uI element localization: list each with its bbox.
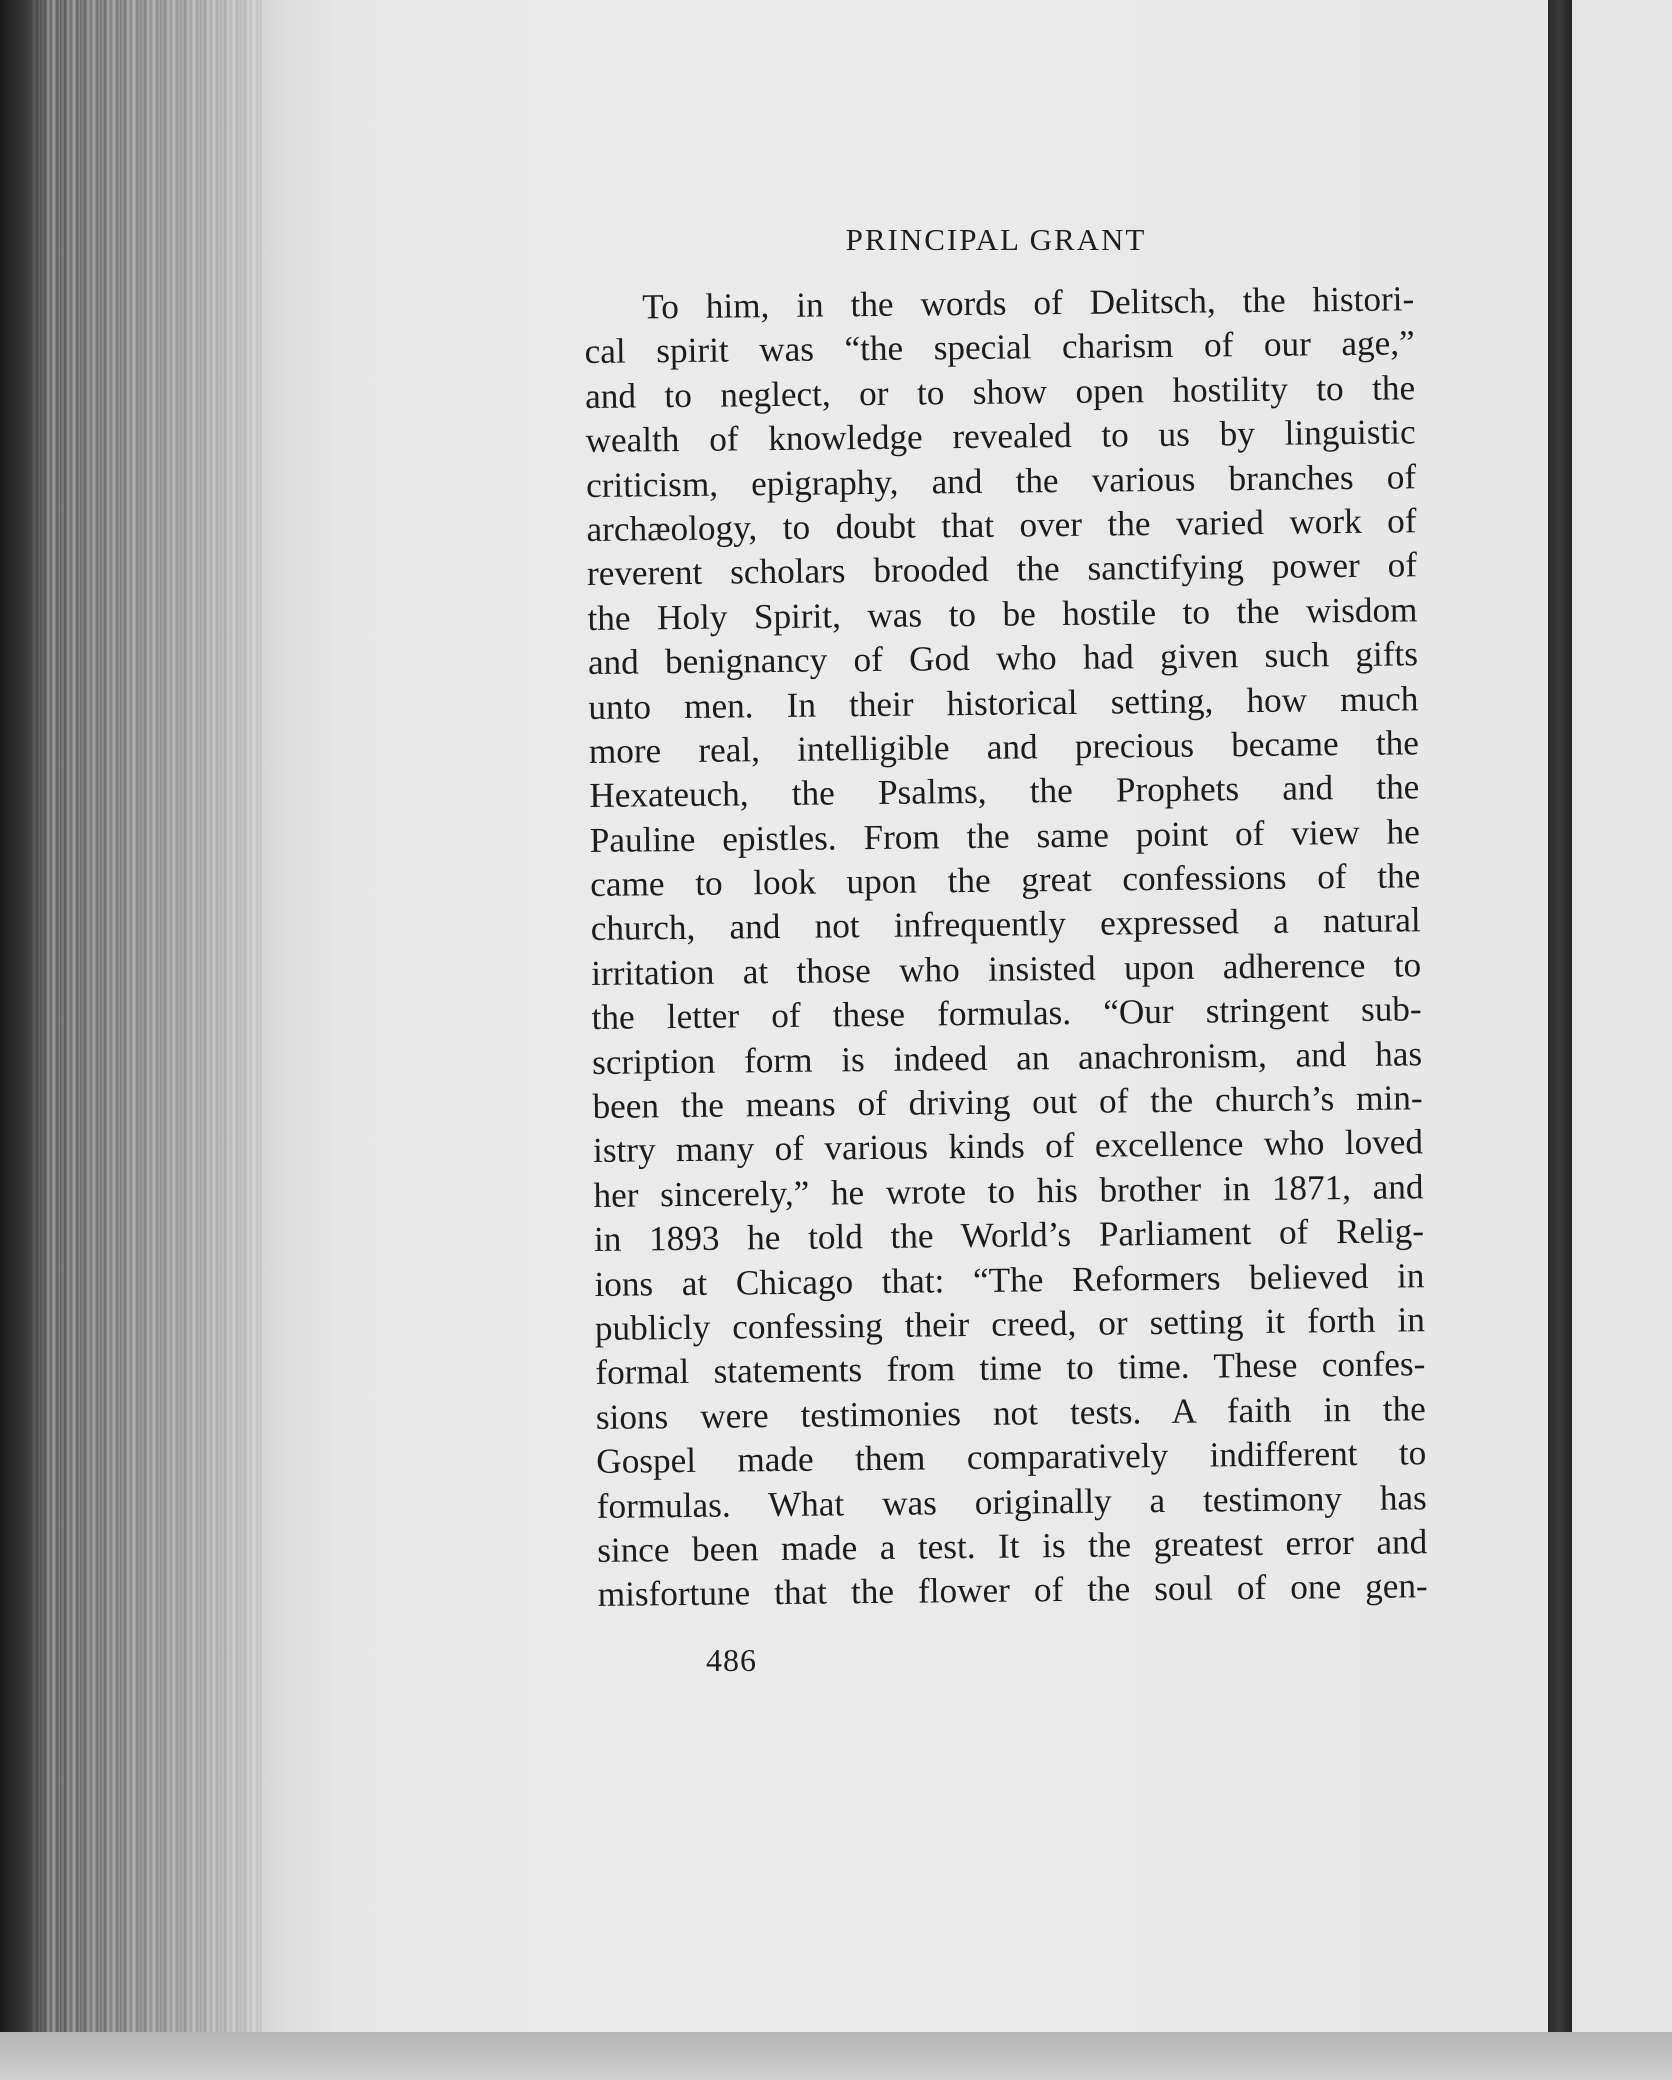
text-line: since been made a test. It is the greatest error and <box>597 1522 1428 1570</box>
text-line: scription form is indeed an anachronism, and has <box>591 1033 1423 1082</box>
text-line: unto men. In their historical setting, how much <box>588 678 1419 727</box>
facing-page-edge <box>1572 0 1672 2080</box>
bottom-edge <box>0 2032 1672 2080</box>
running-head: PRINCIPAL GRANT <box>845 222 1147 257</box>
text-line: and to neglect, or to show open hostility to the <box>584 368 1416 416</box>
body-text <box>584 277 1428 1617</box>
text-line: church, and not infrequently expressed a natural <box>590 900 1421 949</box>
text-line: misfortune that the flower of the soul of one gen- <box>597 1566 1428 1615</box>
text-line: wealth of knowledge revealed to us by linguistic <box>585 412 1416 461</box>
text-line: sions were testimonies not tests. A faith in the <box>595 1389 1427 1437</box>
binding-shadow <box>0 0 46 2080</box>
text-line: and benignancy of God who had given such gifts <box>587 634 1419 683</box>
text-line: istry many of various kinds of excellence who loved <box>592 1122 1424 1171</box>
page-number: 486 <box>706 1642 757 1678</box>
gutter <box>1548 0 1572 2080</box>
text-line: irritation at those who insisted upon adherence to <box>590 945 1422 993</box>
text-line: the letter of these formulas. “Our stringent sub- <box>591 989 1422 1038</box>
text-line: been the means of driving out of the church’s min- <box>592 1078 1423 1126</box>
text-line: criticism, epigraphy, and the various branches of <box>585 456 1417 505</box>
text-line: reverent scholars brooded the sanctifying power of <box>586 545 1418 594</box>
text-line: her sincerely,” he wrote to his brother in 1871, and <box>593 1167 1424 1215</box>
text-line: Pauline epistles. From the same point of view he <box>589 811 1420 860</box>
text-line: cal spirit was “the special charism of our age,” <box>584 323 1415 372</box>
text-line: archæology, to doubt that over the varied work of <box>586 501 1417 549</box>
text-line: ions at Chicago that: “The Reformers believed in <box>594 1255 1425 1304</box>
text-line: formulas. What was originally a testimony has <box>596 1477 1427 1526</box>
text-line: came to look upon the great confessions of the <box>590 856 1421 905</box>
text-line: Hexateuch, the Psalms, the Prophets and the <box>589 767 1420 816</box>
text-line: formal statements from time to time. These confes- <box>595 1344 1426 1393</box>
text-line: more real, intelligible and precious became the <box>588 723 1420 771</box>
text-line: publicly confessing their creed, or setting it forth in <box>594 1300 1426 1348</box>
text-line: in 1893 he told the World’s Parliament of Relig- <box>593 1211 1425 1260</box>
text-line: Gospel made them comparatively indifferent to <box>596 1433 1427 1482</box>
text-line: To him, in the words of Delitsch, the histori- <box>642 279 1415 327</box>
text-line: the Holy Spirit, was to be hostile to the wisdom <box>587 590 1418 638</box>
